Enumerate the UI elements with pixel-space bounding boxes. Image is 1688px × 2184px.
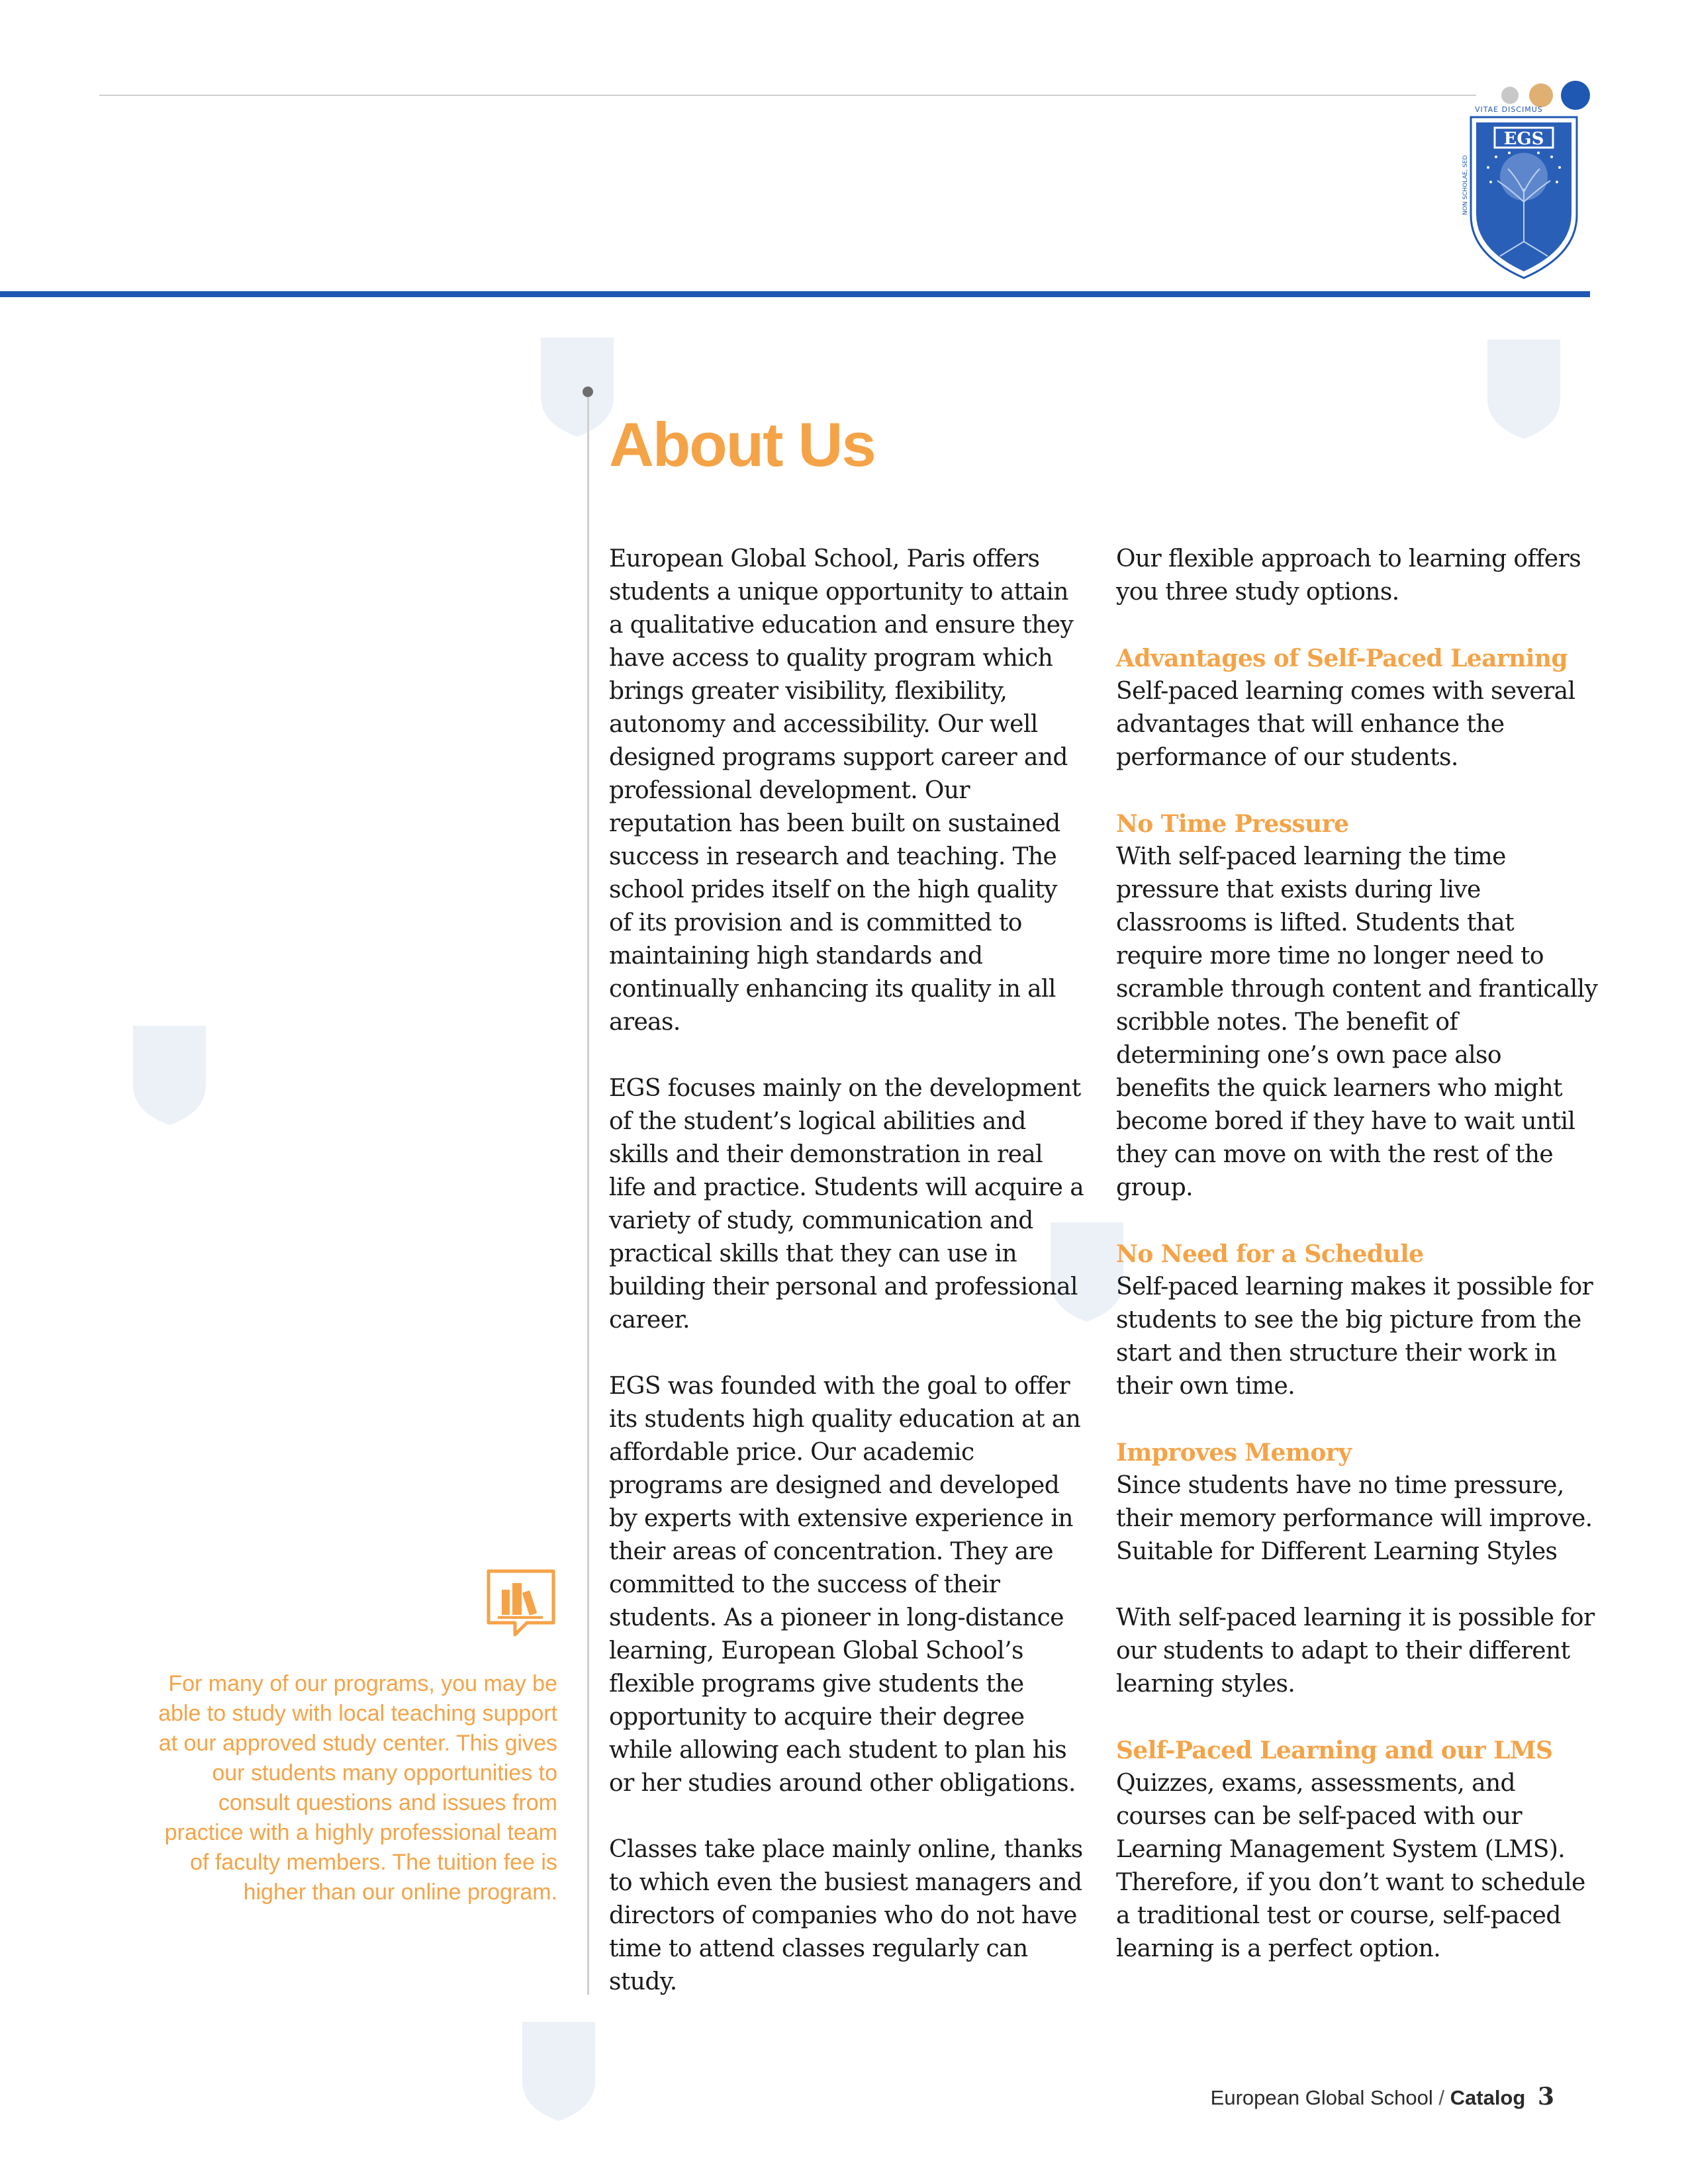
header-blue-rule <box>0 291 1590 297</box>
books-chat-icon <box>485 1567 557 1640</box>
header-rule <box>99 95 1476 96</box>
watermark-crest-icon <box>538 334 617 440</box>
footer-school: European Global School <box>1210 2086 1433 2109</box>
section-heading-lms: Self-Paced Learning and our LMS <box>1116 1737 1553 1764</box>
watermark-crest-icon <box>130 1023 209 1128</box>
crest-motto: VITAE DISCIMUS <box>1475 105 1543 114</box>
about-paragraph-4: Classes take place mainly online, thanks to which even the busiest managers and directors of companies who do not have time to attend classes regularly can study. <box>609 1836 1083 1995</box>
page-title: About Us <box>609 410 875 479</box>
watermark-crest-icon <box>519 2019 598 2124</box>
section-body-no-time-pressure: With self-paced learning the time pressure that exists during live classrooms is lifted. Students that require more time no longer need to scramble through content and frantically scribble notes. The benefit of determining one’s own pace also benefits the quick learners who might become bored if they have to wait until they can move on with the rest of the group. <box>1116 843 1598 1201</box>
section-heading-improves-memory: Improves Memory <box>1116 1439 1352 1467</box>
section-heading-no-time-pressure: No Time Pressure <box>1116 810 1349 838</box>
section-body-learning-styles: With self-paced learning it is possible for our students to adapt to their different learning styles. <box>1116 1604 1595 1698</box>
footer-catalog: Catalog <box>1450 2086 1526 2109</box>
section-heading-no-schedule: No Need for a Schedule <box>1116 1240 1424 1268</box>
section-body-lms: Quizzes, exams, assessments, and courses can be self-paced with our Learning Management System (LMS). Therefore, if you don’t want to schedule a traditional test or course, self-paced learning is a perfect option. <box>1116 1770 1585 1962</box>
study-center-note: For many of our programs, you may be able to study with local teaching support at our approved study center. This gives our students many opportunities to consult questions and issues from practice with a highly professional team of faculty members. The tuition fee is higher than our online program. <box>158 1671 557 1905</box>
about-paragraph-2: EGS focuses mainly on the development of the student’s logical abilities and skills and their demonstration in real life and practice. Students will acquire a variety of study, communication and practical skills that they can use in building their personal and professional career. <box>609 1075 1084 1334</box>
section-body-no-schedule: Self-paced learning makes it possible for students to see the big picture from the start and then structure their work in their own time. <box>1116 1273 1593 1400</box>
decor-dot-grey <box>1501 87 1519 104</box>
page-number: 3 <box>1537 2083 1554 2111</box>
study-options-intro: Our flexible approach to learning offers you three study options. <box>1116 545 1581 606</box>
section-body-improves-memory: Since students have no time pressure, their memory performance will improve. Suitable for Different Learning Styles <box>1116 1472 1593 1565</box>
section-heading-advantages: Advantages of Self-Paced Learning <box>1116 645 1568 672</box>
about-paragraph-3: EGS was founded with the goal to offer its students high quality education at an affordable price. Our academic programs are designed and developed by experts with extensive experience in their areas of concentration. They are committed to the success of their students. As a pioneer in long-distance learning, European Global School’s flexible programs give students the opportunity to acquire their degree while allowing each student to plan his or her studies around other obligations. <box>609 1373 1081 1797</box>
about-paragraph-1: European Global School, Paris offers students a unique opportunity to attain a qualitative education and ensure they have access to quality program which brings greater visibility, flexibility, autonomy and accessibility. Our well designed programs support career and professional development. Our reputation has been built on sustained success in research and teaching. The school prides itself on the high quality of its provision and is committed to maintaining high standards and continually enhancing its quality in all areas. <box>609 545 1074 1036</box>
footer-separator: / <box>1438 2086 1444 2109</box>
right-column <box>1116 543 1599 1966</box>
section-body-advantages: Self-paced learning comes with several advantages that will enhance the performance of our students. <box>1116 678 1575 771</box>
page-footer <box>1211 2085 1554 2109</box>
timeline-dot <box>583 387 593 397</box>
crest-initials: EGS <box>1503 129 1544 149</box>
timeline-line <box>587 392 589 1995</box>
watermark-crest-icon <box>1484 336 1564 442</box>
egs-crest-logo <box>1456 103 1589 281</box>
left-column <box>609 543 1086 2032</box>
crest-side-text: NON SCHOLAE, SED <box>1462 155 1469 215</box>
